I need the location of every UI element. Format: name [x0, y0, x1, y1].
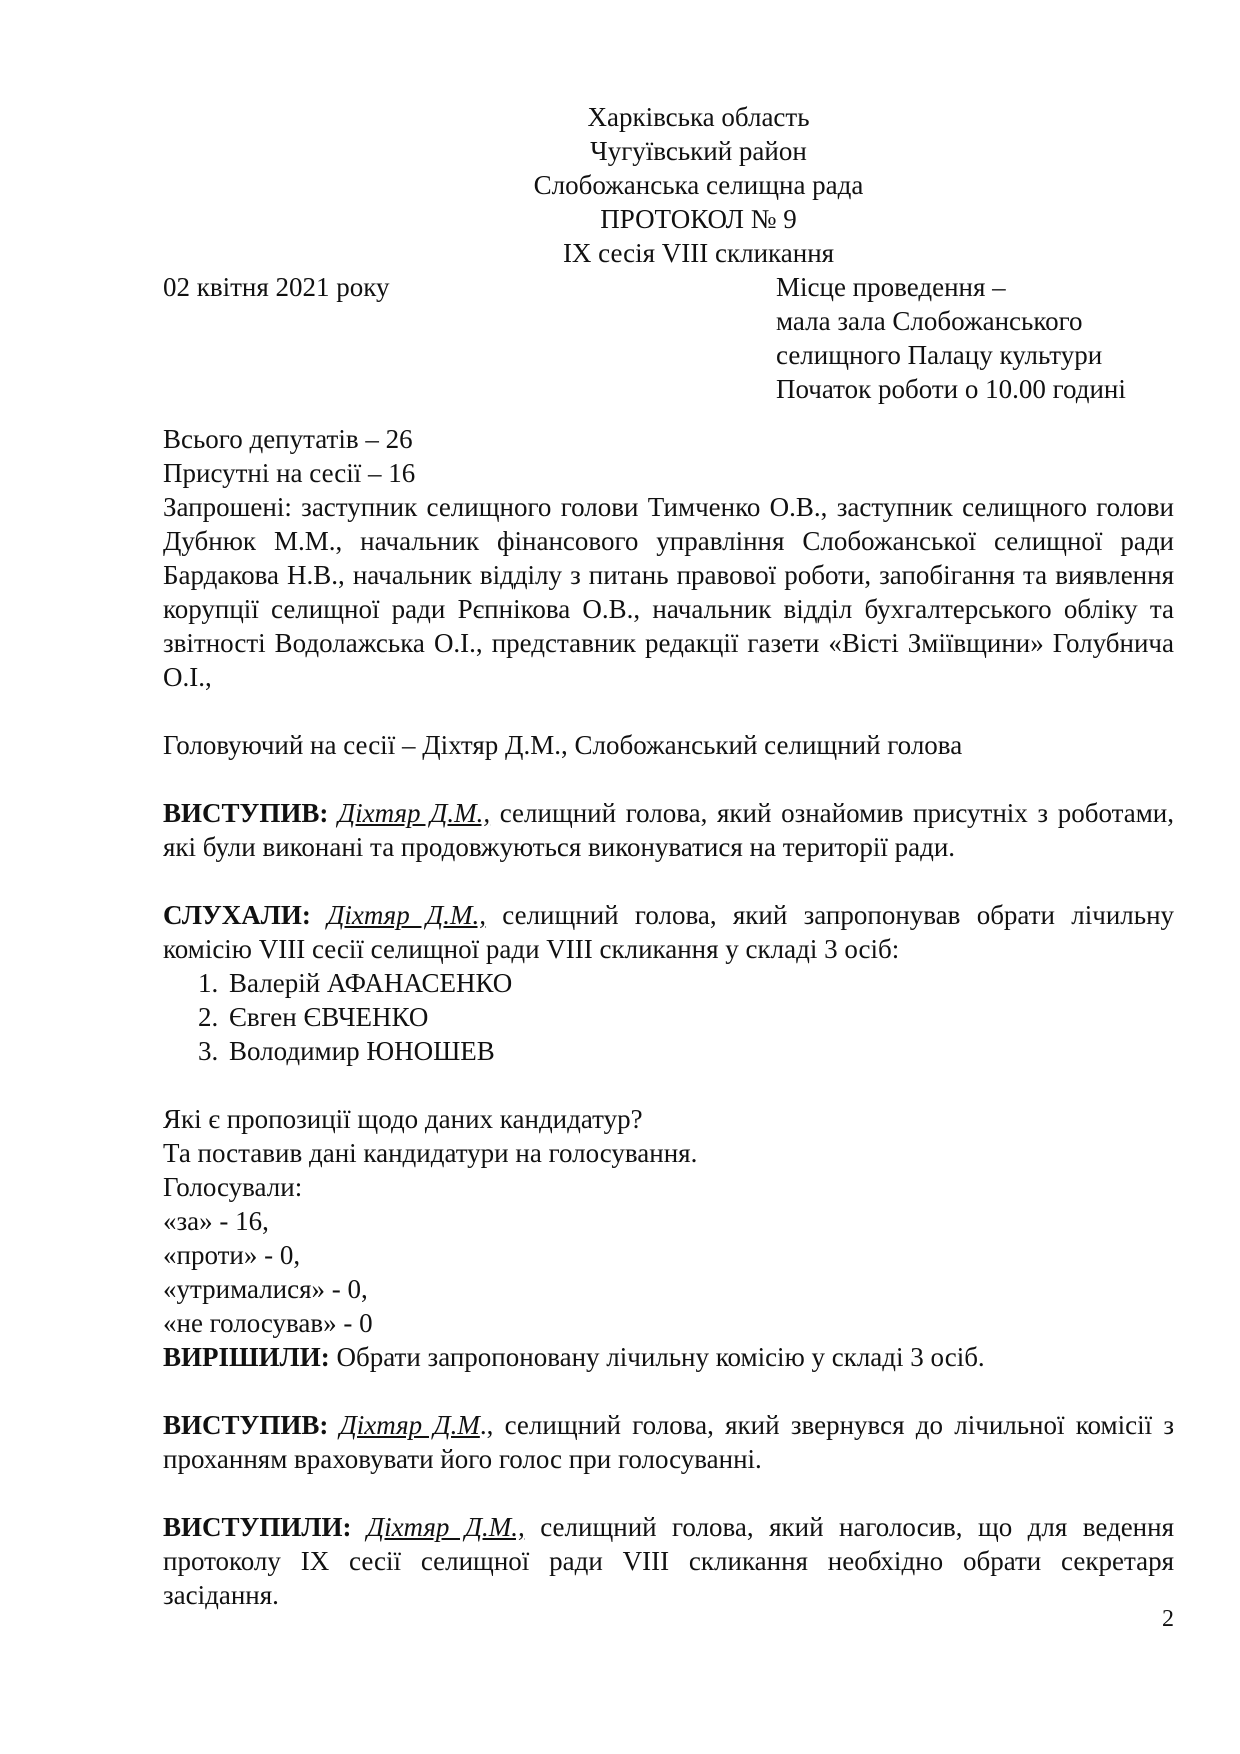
- spacer: [163, 1476, 1174, 1510]
- start-time: Початок роботи о 10.00 годині: [776, 374, 1126, 404]
- region-line: Харківська область: [587, 102, 810, 132]
- counting-commission-list: [163, 966, 1174, 1068]
- item-text: ., селищний голова, який звернувся до лічильної комісії з проханням враховувати його голос при голосуванні.: [163, 1410, 1175, 1474]
- vote-abstained: «утрималися» - 0,: [163, 1274, 368, 1304]
- speech-item-3: [163, 1408, 1174, 1476]
- document-header: [163, 100, 1174, 270]
- speech-item-1: [163, 796, 1174, 864]
- spacer: [163, 864, 1174, 898]
- list-item: 3. Володимир ЮНОШЕВ: [225, 1034, 1174, 1068]
- chair-line: Головуючий на сесії – Діхтяр Д.М., Слобожанський селищний голова: [163, 730, 963, 760]
- vote-against: «проти» - 0,: [163, 1240, 301, 1270]
- item-label: ВИСТУПИВ:: [163, 1410, 329, 1440]
- item-text: селищний голова, який наголосив, що для ведення протоколу ІХ сесії селищної ради VIII скликання необхідно обрати секретаря засідання.: [163, 1512, 1174, 1610]
- date-place-row: [163, 270, 1174, 404]
- item-text: селищний голова, який ознайомив присутніх з роботами, які були виконані та продовжуються виконуватися на території ради.: [163, 798, 1175, 862]
- vote-question: Які є пропозиції щодо даних кандидатур?: [163, 1104, 643, 1134]
- vote-heading: Голосували:: [163, 1172, 303, 1202]
- document-page: [163, 100, 1174, 1612]
- vote-for: «за» - 16,: [163, 1206, 269, 1236]
- speaker-name: Діхтяр Д.М: [339, 1410, 480, 1440]
- spacer: [163, 762, 1174, 796]
- invited-paragraph: Запрошені: заступник селищного голови Тимченко О.В., заступник селищного голови Дубнюк М.М., начальник фінансового управління Слобожанської селищної ради Бардакова Н.В., начальник відділу з питань правової роботи, запобігання та виявлення корупції селищної ради Рєпнікова О.В., начальник відділ бухгалтерського обліку та звітності Водолажська О.І., представник редакції газети «Вісті Зміївщини» Голубнича О.І.,: [163, 492, 1174, 692]
- speaker-name: Діхтяр Д.М.,: [366, 1512, 525, 1542]
- total-deputies: Всього депутатів – 26: [163, 424, 413, 454]
- item-label: СЛУХАЛИ:: [163, 900, 311, 930]
- place-line-2: мала зала Слобожанського: [776, 306, 1083, 336]
- vote-put: Та поставив дані кандидатури на голосування.: [163, 1138, 698, 1168]
- present-deputies: Присутні на сесії – 16: [163, 458, 416, 488]
- place-line-3: селищного Палацу культури: [776, 340, 1103, 370]
- list-item: 1. Валерій АФАНАСЕНКО: [225, 966, 1174, 1000]
- council-line: Слобожанська селищна рада: [533, 170, 864, 200]
- meeting-date: 02 квітня 2021 року: [163, 272, 390, 302]
- item-label: ВИСТУПИВ:: [163, 798, 329, 828]
- decision-label: ВИРІШИЛИ:: [163, 1342, 330, 1372]
- speaker-name: Діхтяр Д.М.,: [327, 900, 486, 930]
- speech-item-4: [163, 1510, 1174, 1612]
- item-text: селищний голова, який запропонував обрати лічильну комісію VIII сесії селищної ради VIII скликання у складі 3 осіб:: [163, 900, 1175, 964]
- spacer: [163, 1068, 1174, 1102]
- session-line: ІХ сесія VIII скликання: [562, 238, 835, 268]
- vote-not-voted: «не голосував» - 0: [163, 1308, 373, 1338]
- page-number: 2: [1162, 1606, 1174, 1632]
- place-line-1: Місце проведення –: [776, 272, 1006, 302]
- meeting-place: [776, 270, 1196, 406]
- heard-item: [163, 898, 1174, 966]
- item-label: ВИСТУПИЛИ:: [163, 1512, 352, 1542]
- district-line: Чугуївський район: [590, 136, 807, 166]
- protocol-title: ПРОТОКОЛ № 9: [600, 204, 797, 234]
- spacer: [163, 694, 1174, 728]
- list-item: 2. Євген ЄВЧЕНКО: [225, 1000, 1174, 1034]
- decision: [163, 1340, 1174, 1374]
- decision-text: Обрати запропоновану лічильну комісію у складі 3 осіб.: [329, 1342, 985, 1372]
- spacer: [163, 1374, 1174, 1408]
- speaker-name: Діхтяр Д.М.,: [337, 798, 491, 828]
